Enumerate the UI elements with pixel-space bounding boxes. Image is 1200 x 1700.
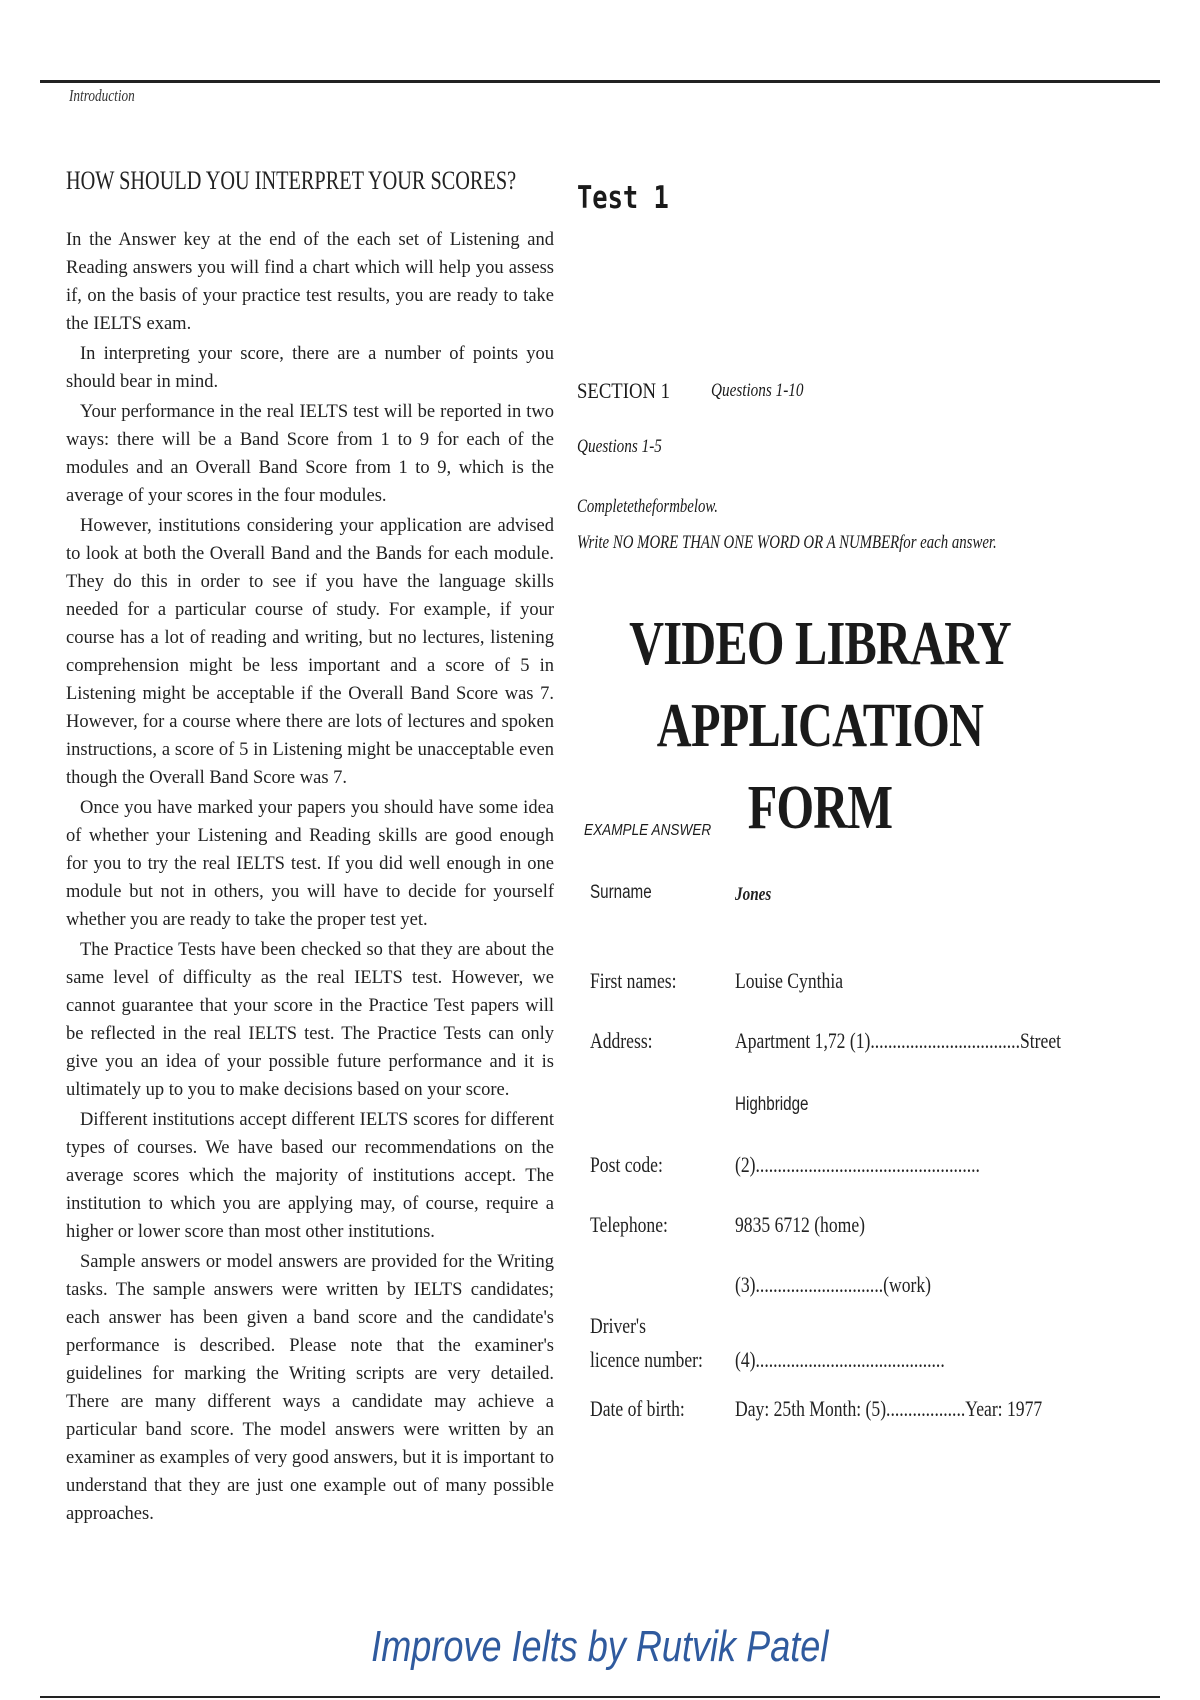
section-heading: HOW SHOULD YOU INTERPRET YOUR SCORES? [66,166,517,195]
post-code-value: (2)................................................... [735,1152,980,1177]
drivers-label-line-1: Driver's [590,1313,646,1338]
address-value: Apartment 1,72 (1)..................................Street [735,1028,1062,1053]
bottom-rule [40,1696,1160,1698]
drivers-licence-value: (4)........................................... [735,1347,945,1372]
telephone-value: 9835 6712 (home) [735,1212,866,1237]
first-names-value: Louise Cynthia [735,968,844,993]
address-label: Address: [590,1028,653,1053]
paragraph-8: Sample answers or model answers are provided for the Writing tasks. The sample answers were written by IELTS candidates; each answer has been given a band score and the candidate's performance is described. Please note that the examiner's guidelines for marking the Writing scripts are very detailed. There are many different ways a candidate may achieve a particular band score. The model answers were written by an examiner as examples of very good answers, but it is important to understand that they are just one example out of many possible approaches. [66,1252,554,1524]
paragraph-6: The Practice Tests have been checked so that they are about the same level of difficulty as the real IELTS test. However, we cannot guarantee that your score in the Practice Test papers will be reflected in the real IELTS test. The Practice Tests can only give you an idea of your possible future performance and it is ultimately up to you to make decisions based on your score. [66,940,554,1100]
example-answer-label: EXAMPLE ANSWER [584,822,712,839]
form-title [560,603,1080,849]
paragraph-7: Different institutions accept different IELTS scores for different types of courses. We have based our recommendations on the average scores which the majority of institutions accept. The institution to which you are applying may, of course, require a higher or lower score than most other institutions. [66,1110,554,1242]
instruction-word-limit: Write NO MORE THAN ONE WORD OR A NUMBERfor each answer. [577,532,997,553]
watermark [0,1622,1200,1672]
section-questions: Questions 1-10 [711,380,804,401]
date-of-birth-value: Day: 25th Month: (5)..................Year: 1977 [735,1396,1043,1421]
first-names-label: First names: [590,968,677,993]
paragraph-2: In interpreting your score, there are a number of points you should bear in mind. [66,344,554,392]
drivers-label-line-2: licence number: [590,1347,703,1372]
instruction-complete: Completetheformbelow. [577,496,718,517]
top-rule [40,80,1160,83]
telephone-label: Telephone: [590,1212,668,1237]
form-title-line-1: VIDEO LIBRARY [629,610,1011,678]
form-title-line-2: APPLICATION FORM [656,692,984,842]
watermark-text: Improve Ielts by Rutvik Patel [371,1622,829,1671]
running-header: Introduction [69,86,135,105]
section-line [577,378,804,404]
telephone-work: (3).............................(work) [735,1272,932,1297]
paragraph-5: Once you have marked your papers you should have some idea of whether your Listening and Reading skills are good enough for you to try the real IELTS test. If you did well enough in one module but not in others, you will have to decide for yourself whether you are ready to take the proper test yet. [66,798,554,930]
test-title: Test 1 [577,180,669,216]
paragraph-4: However, institutions considering your application are advised to look at both the Overall Band and the Bands for each module. They do this in order to see if you have the language skills needed for a particular course of study. For example, if your course has a lot of reading and writing, but no lectures, listening comprehension might be less important and a score of 5 in Listening might be acceptable if the Overall Band Score was 7. However, for a course where there are lots of lectures and spoken instructions, a score of 5 in Listening might be unacceptable even though the Overall Band Score was 7. [66,516,554,788]
address-line-2: Highbridge [735,1094,809,1115]
paragraph-3: Your performance in the real IELTS test will be reported in two ways: there will be a Band Score from 1 to 9 for each of the modules and an Overall Band Score from 1 to 9, which is the average of your scores in the four modules. [66,402,554,506]
left-column [66,166,554,1530]
surname-label: Surname [590,882,652,903]
surname-value: Jones [735,884,772,905]
section-label: SECTION 1 [577,378,670,403]
questions-range: Questions 1-5 [577,436,662,457]
paragraph-1: In the Answer key at the end of the each set of Listening and Reading answers you will find a chart which will help you assess if, on the basis of your practice test results, you are ready to take the IELTS exam. [66,230,554,334]
post-code-label: Post code: [590,1152,663,1177]
date-of-birth-label: Date of birth: [590,1396,685,1421]
